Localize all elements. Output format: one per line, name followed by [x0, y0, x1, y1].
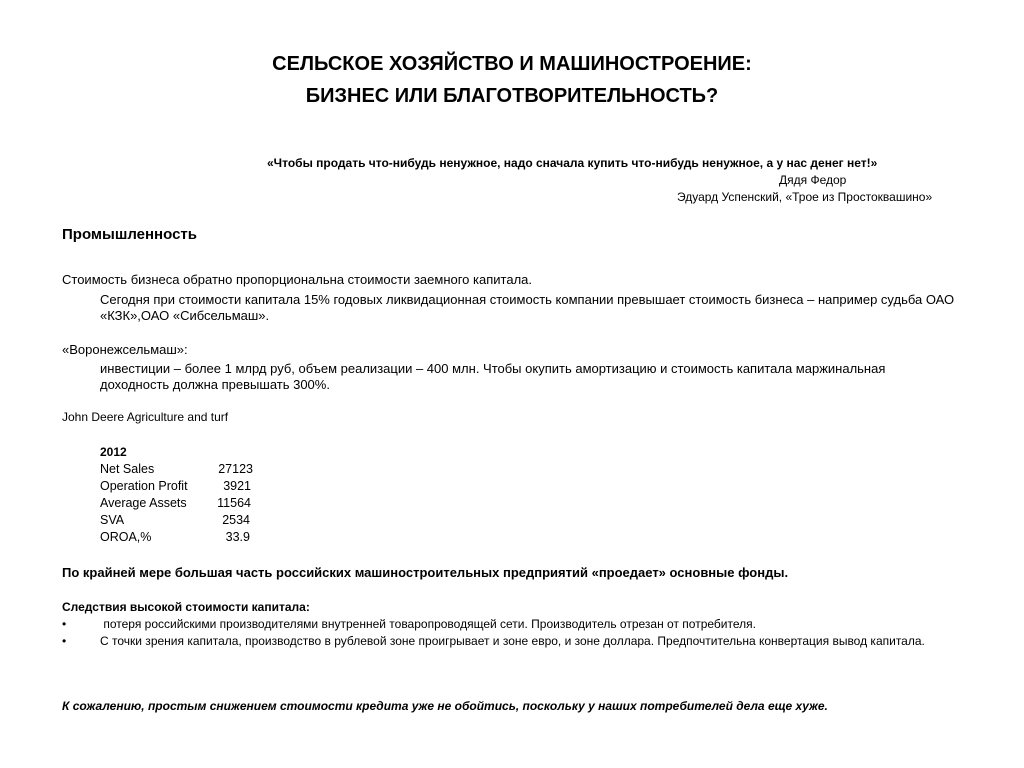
para2-detail: инвестиции – более 1 млрд руб, объем реализации – 400 млн. Чтобы окупить амортизацию и стоимость капитала маржинальная доходность должна превышать 300%. — [100, 361, 886, 392]
section-heading: Промышленность — [62, 226, 197, 243]
table-row-value: 27123 — [218, 462, 253, 476]
epigraph-speaker: Дядя Федор — [779, 173, 847, 187]
table-row-value: 3921 — [223, 479, 251, 493]
para1-detail: Сегодня при стоимости капитала 15% годовых ликвидационная стоимость компании превышает стоимость бизнеса – например судьба ОАО «КЗК»,ОАО «Сибсельмаш». — [100, 292, 955, 323]
consequences-heading: Следствия высокой стоимости капитала: — [62, 600, 310, 614]
john-deere-year: 2012 — [100, 445, 127, 459]
table-row-label: SVA — [100, 513, 125, 527]
table-row-label: Operation Profit — [100, 479, 188, 493]
para2-lead: «Воронежсельмаш»: — [62, 342, 188, 357]
table-row-label: Net Sales — [100, 462, 155, 476]
consequence-item: С точки зрения капитала, производство в рублевой зоне проигрывает и зоне евро, и зоне доллара. Предпочтительна конвертация вывод капитала. — [100, 634, 925, 648]
bullet-marker: • — [62, 617, 67, 631]
para1-lead: Стоимость бизнеса обратно пропорциональна стоимости заемного капитала. — [62, 272, 532, 287]
conclusion-text: По крайней мере большая часть российских машиностроительных предприятий «проедает» основные фонды. — [62, 565, 789, 580]
closing-text: К сожалению, простым снижением стоимости кредита уже не обойтись, поскольку у наших потребителей дела еще хуже. — [62, 699, 828, 713]
epigraph-source: Эдуард Успенский, «Трое из Простоквашино» — [677, 190, 933, 204]
bullet-marker: • — [62, 634, 67, 648]
title-line-1: СЕЛЬСКОЕ ХОЗЯЙСТВО И МАШИНОСТРОЕНИЕ: — [272, 53, 752, 75]
epigraph-quote: «Чтобы продать что-нибудь ненужное, надо сначала купить что-нибудь ненужное, а у нас денег нет!» — [267, 156, 878, 170]
john-deere-label: John Deere Agriculture and turf — [62, 410, 229, 424]
title-line-2: БИЗНЕС ИЛИ БЛАГОТВОРИТЕЛЬНОСТЬ? — [305, 85, 719, 107]
table-row-label: Average Assets — [100, 496, 187, 510]
consequence-item: потеря российскими производителями внутренней товаропроводящей сети. Производитель отрезан от потребителя. — [100, 617, 756, 631]
table-row-value: 11564 — [217, 496, 251, 510]
table-row-value: 33.9 — [225, 530, 250, 544]
table-row-value: 2534 — [222, 513, 250, 527]
table-row-label: OROA,% — [100, 530, 152, 544]
